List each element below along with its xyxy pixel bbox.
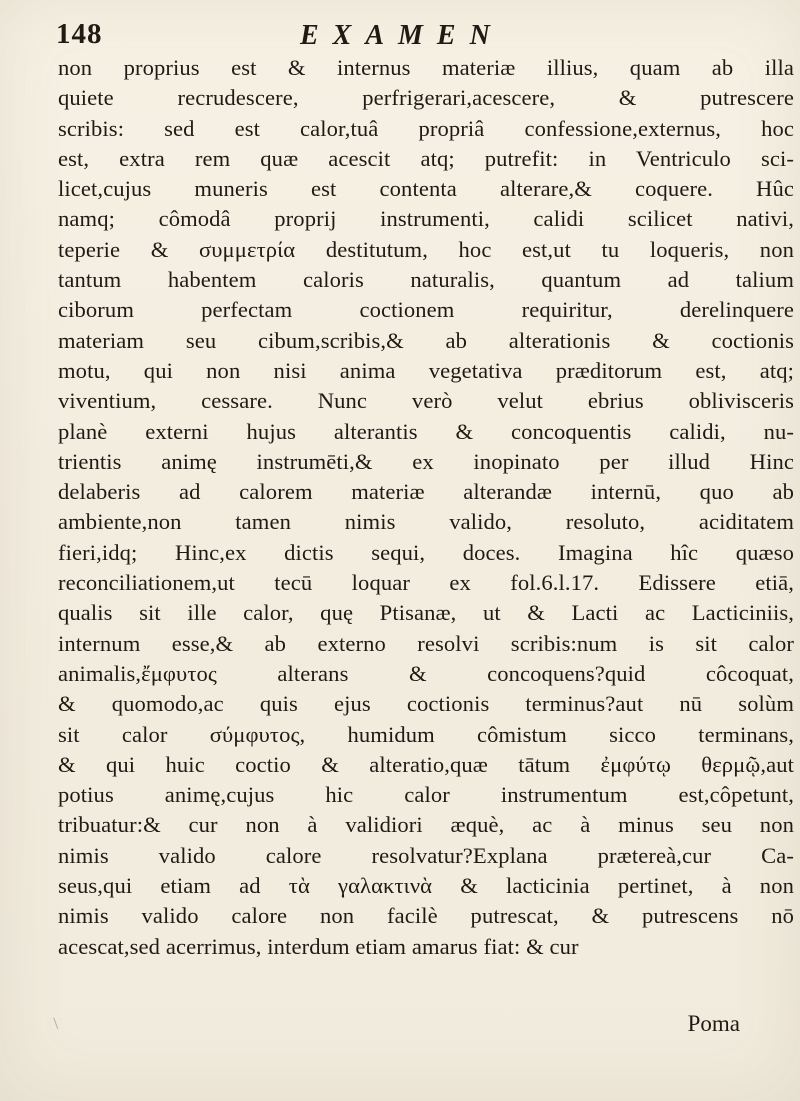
text-line: qualis sit ille calor, quę Ptisanæ, ut & Lacti ac Lacticiniis, xyxy=(58,600,794,626)
text-line: ciborum perfectam coctionem requiritur, derelinquere xyxy=(58,297,794,323)
page-corner-mark xyxy=(53,1015,66,1029)
text-line: trientis animę instrumēti,& ex inopinato per illud Hinc xyxy=(58,448,794,474)
text-line: nimis valido calore resolvatur?Explana prætereà,cur Ca- xyxy=(58,842,794,868)
text-line: licet,cujus muneris est contenta alterare,& coquere. Hûc xyxy=(58,176,794,202)
running-head: EXAMEN xyxy=(300,20,504,51)
text-line: materiam seu cibum,scribis,& ab alterationis & coctionis xyxy=(58,327,794,353)
text-line: potius animę,cujus hic calor instrumentum est,côpetunt, xyxy=(58,782,794,808)
text-line: teperie & συμμετρία destitutum, hoc est,ut tu loqueris, non xyxy=(58,236,794,262)
text-line: & qui huic coctio & alteratio,quæ tātum ἐμφύτῳ θερμῷ,aut xyxy=(58,751,794,777)
text-line: est, extra rem quæ acescit atq; putrefit: in Ventriculo sci- xyxy=(58,145,794,171)
text-line: seus,qui etiam ad τὰ γαλακτινὰ & lacticinia pertinet, à non xyxy=(58,873,794,899)
text-line: quiete recrudescere, perfrigerari,acescere, & putrescere xyxy=(58,85,794,111)
text-line: internum esse,& ab externo resolvi scribis:num is sit calor xyxy=(58,630,794,656)
text-line: non proprius est & internus materiæ illius, quam ab illa xyxy=(58,55,794,80)
text-line: planè externi hujus alterantis & concoquentis calidi, nu- xyxy=(58,418,794,444)
text-line: namq; cômodâ proprij instrumenti, calidi scilicet nativi, xyxy=(58,206,794,232)
body-text xyxy=(58,53,794,962)
text-line: nimis valido calore non facilè putrescat, & putrescens nō xyxy=(58,903,794,929)
catchword: Poma xyxy=(687,1011,740,1036)
text-line: fieri,idq; Hinc,ex dictis sequi, doces. Imagina hîc quæso xyxy=(58,539,794,565)
text-line: ambiente,non tamen nimis valido, resoluto, aciditatem xyxy=(58,509,794,535)
text-line: sit calor σύμφυτος, humidum cômistum sicco terminans, xyxy=(58,721,794,747)
text-line: tantum habentem caloris naturalis, quantum ad talium xyxy=(58,267,794,293)
page-number: 148 xyxy=(56,18,103,50)
text-line: viventium, cessare. Nunc verò velut ebrius oblivisceris xyxy=(58,388,794,414)
text-line: motu, qui non nisi anima vegetativa præditorum est, atq; xyxy=(58,357,794,383)
text-line: delaberis ad calorem materiæ alterandæ internū, quo ab xyxy=(58,479,794,505)
text-line: scribis: sed est calor,tuâ propriâ confessione,externus, hoc xyxy=(58,115,794,141)
text-line: animalis,ἔμφυτος alterans & concoquens?quid côcoquat, xyxy=(58,660,794,686)
text-line: reconciliationem,ut tecū loquar ex fol.6.l.17. Edissere etiā, xyxy=(58,570,794,596)
text-line: acescat,sed acerrimus, interdum etiam amarus fiat: & cur xyxy=(58,933,579,959)
text-line: tribuatur:& cur non à validiori æquè, ac à minus seu non xyxy=(58,812,794,838)
text-line: & quomodo,ac quis ejus coctionis terminus?aut nū solùm xyxy=(58,691,794,717)
